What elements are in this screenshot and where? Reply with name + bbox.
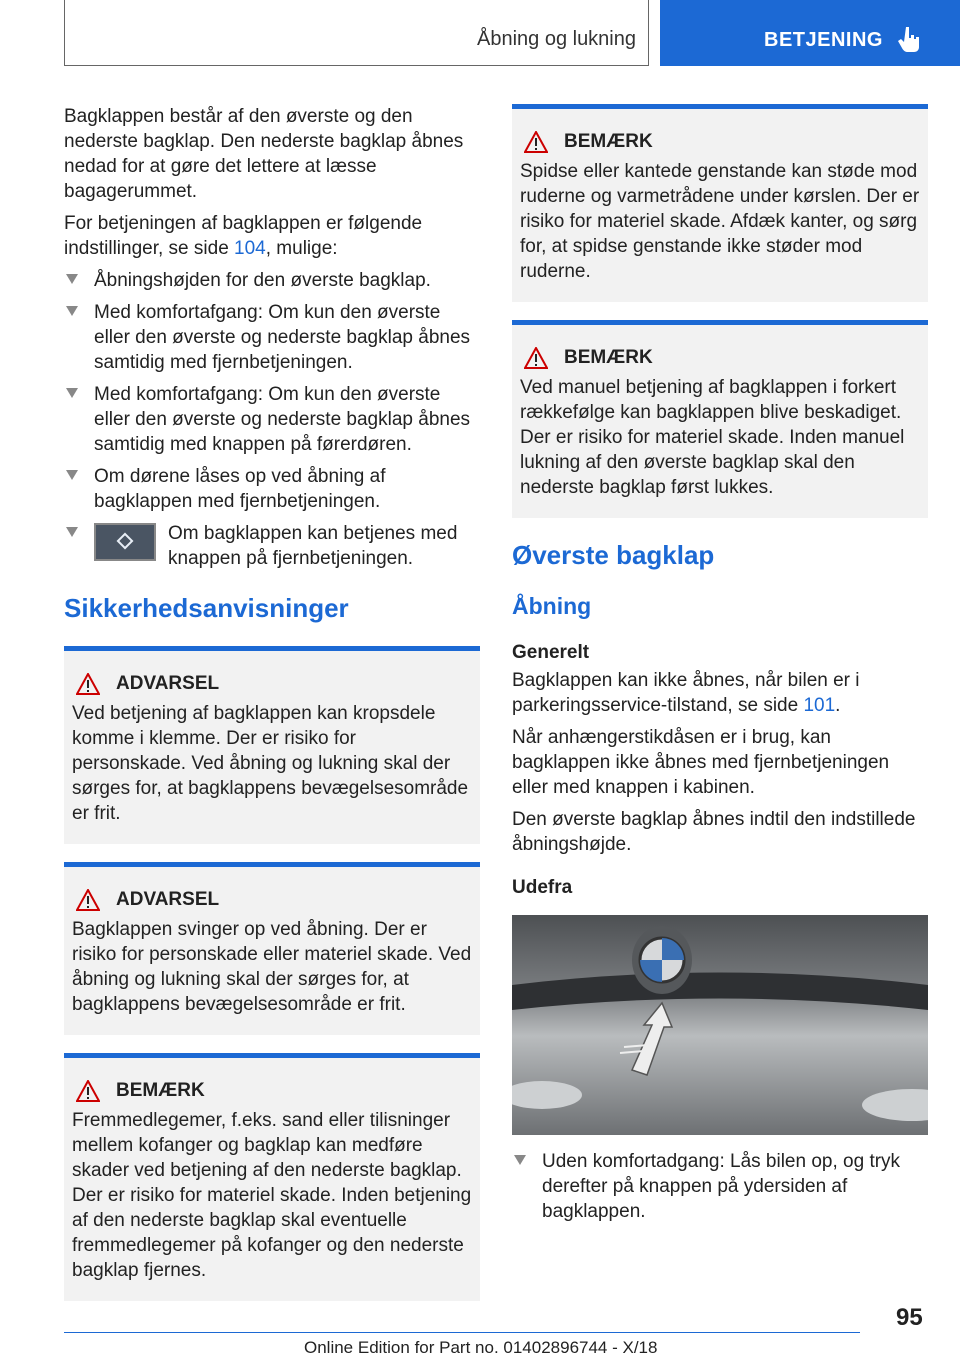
- bullet-triangle-icon: [66, 274, 78, 284]
- page-link-104[interactable]: 104: [234, 238, 266, 259]
- list-item: Uden komfortadgang: Lås bilen op, og tryk derefter på knappen på ydersiden af bagklappen.: [512, 1149, 928, 1224]
- footer-edition: Online Edition for Part no. 01402896744 - X/18: [304, 1338, 658, 1357]
- warning-box: [64, 646, 480, 844]
- page-number: 95: [896, 1304, 923, 1331]
- warning-box: [64, 862, 480, 1035]
- list-item: Om bagklappen kan betjenes med knappen på fjernbetjeningen.: [64, 521, 480, 571]
- warning-title: ADVARSEL: [116, 889, 220, 910]
- notice-title: BEMÆRK: [564, 131, 653, 152]
- general-paragraph-2: Når anhængerstikdåsen er i brug, kan bagklappen ikke åbnes med fjernbetjeningen eller med knappen i kabinen.: [512, 727, 890, 798]
- general-paragraph-3: Den øverste bagklap åbnes indtil den indstillede åbningshøjde.: [512, 809, 916, 855]
- opening-heading: Åbning: [512, 593, 592, 619]
- warning-triangle-icon: [524, 347, 548, 369]
- bullet-triangle-icon: [66, 527, 78, 537]
- notice-text: Fremmedlegemer, f.eks. sand eller tilisninger mellem kofanger og bagklap kan medføre skader ved betjening af den nederste bagklap. Der er risiko for materiel skade. Inden betjening af den nederste bagklap skal eventuelle fremmedlegemer på kofanger og den nederste bagklap fjernes.: [72, 1110, 472, 1281]
- list-item: Med komfortafgang: Om kun den øverste eller den øverste og nederste bagklap åbnes samtidig med knappen på førerdøren.: [64, 382, 480, 457]
- notice-box: [512, 320, 928, 518]
- intro-paragraph-1: Bagklappen består af den øverste og den nederste bagklap. Den nederste bagklap åbnes nedad for at gøre det lettere at læsse bagagerummet.: [64, 106, 464, 202]
- notice-title: BEMÆRK: [564, 347, 653, 368]
- notice-text: Ved manuel betjening af bagklappen i forkert rækkefølge kan bagklappen blive beskadiget. Der er risiko for materiel skade. Inden manuel lukning af den øverste bagklap skal den nederste bagklap først lukkes.: [520, 377, 905, 498]
- hand-pointer-icon: [894, 24, 924, 54]
- warning-title: ADVARSEL: [116, 673, 220, 694]
- intro-paragraph-2: For betjeningen af bagklappen er følgende indstillinger, se side 104, mulige:: [64, 213, 423, 259]
- warning-text: Ved betjening af bagklappen kan kropsdele komme i klemme. Der er risiko for personskade. Ved åbning og lukning skal der sørges for, at bagklappens bevægelsesområde er frit.: [72, 703, 469, 824]
- warning-text: Bagklappen svinger op ved åbning. Der er risiko for personskade eller materiel skade. Ved åbning og lukning skal der sørges for, at bagklappens bevægelsesområde er frit.: [72, 919, 472, 1015]
- right-column: [512, 104, 928, 1231]
- general-paragraph-1: Bagklappen kan ikke åbnes, når bilen er i parkeringsservice-tilstand, se side 101.: [512, 670, 860, 716]
- bullet-triangle-icon: [66, 306, 78, 316]
- header-section-box: [64, 0, 649, 66]
- chapter-title: BETJENING: [764, 29, 883, 51]
- left-column: [64, 104, 480, 1319]
- page-link-101[interactable]: 101: [803, 695, 836, 716]
- outside-list: [512, 1149, 928, 1224]
- header-chapter-box: [660, 0, 960, 66]
- warning-triangle-icon: [524, 131, 548, 153]
- outside-heading: Udefra: [512, 877, 573, 898]
- notice-title: BEMÆRK: [116, 1080, 205, 1101]
- bullet-triangle-icon: [514, 1155, 526, 1165]
- warning-triangle-icon: [76, 1080, 100, 1102]
- general-heading: Generelt: [512, 642, 590, 663]
- notice-box: [64, 1053, 480, 1301]
- list-item: Om dørene låses op ved åbning af bagklappen med fjernbetjeningen.: [64, 464, 480, 514]
- list-item: Åbningshøjden for den øverste bagklap.: [64, 268, 480, 293]
- bullet-triangle-icon: [66, 388, 78, 398]
- list-item: Med komfortafgang: Om kun den øverste eller den øverste og nederste bagklap åbnes samtidig med fjernbetjeningen.: [64, 300, 480, 375]
- bullet-triangle-icon: [66, 470, 78, 480]
- tailgate-remote-button-icon: [94, 523, 156, 561]
- warning-triangle-icon: [76, 889, 100, 911]
- settings-list: [64, 268, 480, 571]
- section-title: Åbning og lukning: [476, 28, 636, 50]
- upper-tailgate-heading: Øverste bagklap: [512, 540, 715, 570]
- safety-heading: Sikkerhedsanvisninger: [64, 593, 349, 623]
- warning-triangle-icon: [76, 673, 100, 695]
- footer-divider: [64, 1332, 860, 1333]
- tailgate-button-photo: [512, 915, 928, 1135]
- notice-text: Spidse eller kantede genstande kan støde mod ruderne og varmetrådene under kørslen. Der er risiko for materiel skade. Afdæk kanter, og sørg for, at spidse genstande ikke støder mod ruderne.: [520, 161, 920, 282]
- notice-box: [512, 104, 928, 302]
